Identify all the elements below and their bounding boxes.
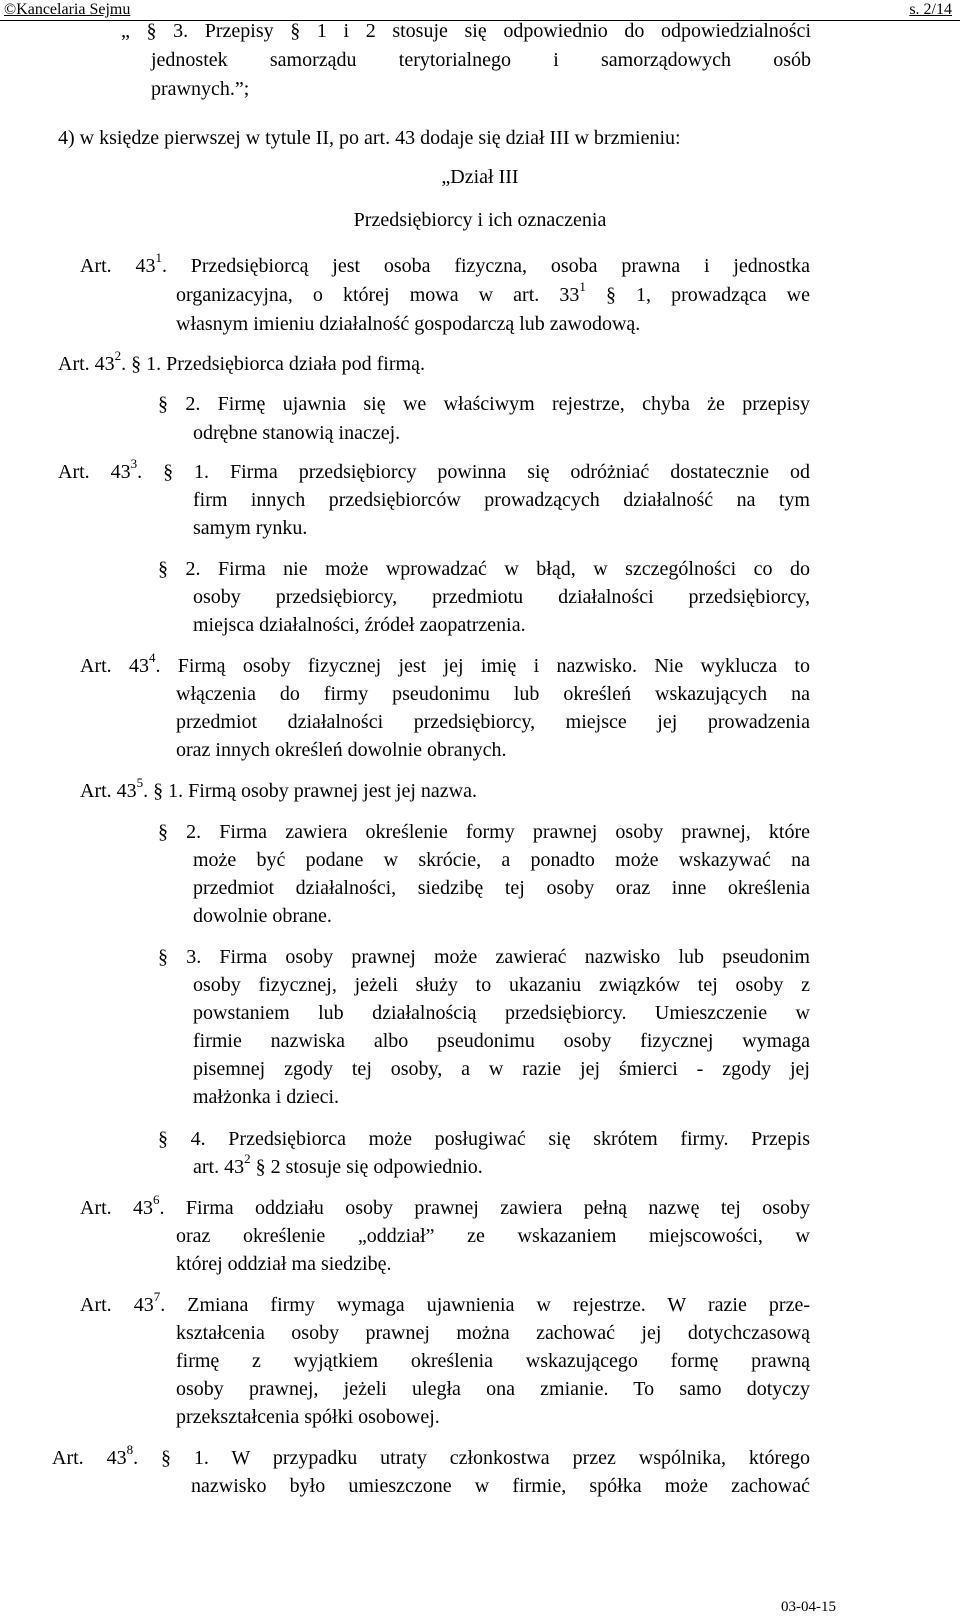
article-43-4: Art. $43^4$. Firmą osoby fizycznej jest jej imię i nazwisko. Nie wyklucza to bbox=[80, 650, 810, 677]
text-line: włączenia do firmy pseudonimu lub określeń wskazujących na bbox=[176, 683, 810, 705]
text-line: organizacyjna, o której mowa w art. $33^1$ § 1, prowadząca we bbox=[176, 279, 811, 306]
article-43-8: Art. $43^8$. § 1. W przypadku utraty członkostwa przez wspólnika, którego bbox=[52, 1442, 810, 1469]
text-line: jednostek samorządu terytorialnego i samorządowych osób bbox=[151, 49, 811, 71]
text-line: przekształcenia spółki osobowej. bbox=[176, 1406, 440, 1428]
header-page-number: s. 2/14 bbox=[909, 1, 952, 18]
text-line: firmę z wyjątkiem określenia wskazującego formę prawną bbox=[176, 1350, 810, 1372]
text-line: § 2. Firma zawiera określenie formy prawnej osoby prawnej, które bbox=[158, 821, 810, 843]
text-line: 4) w księdze pierwszej w tytule II, po art. 43 dodaje się dział III w brzmieniu: bbox=[58, 127, 681, 149]
article-43-3: Art. $43^3$. § 1. Firma przedsiębiorcy powinna się odróżniać dostatecznie od bbox=[58, 456, 810, 483]
text-line: samym rynku. bbox=[193, 517, 308, 539]
text-line: § 2. Firmę ujawnia się we właściwym rejestrze, chyba że przepisy bbox=[158, 393, 810, 415]
text-line: „ § 3. Przepisy § 1 i 2 stosuje się odpowiednio do odpowiedzialności bbox=[121, 20, 811, 42]
section-subheading: Przedsiębiorcy i ich oznaczenia bbox=[353, 209, 607, 231]
text-line: § 4. Przedsiębiorca może posługiwać się skrótem firmy. Przepis bbox=[158, 1128, 810, 1150]
text-line: firmie nazwiska albo pseudonimu osoby fizycznej wymaga bbox=[193, 1030, 810, 1052]
text-line: może być podane w skrócie, a ponadto może wskazywać na bbox=[193, 849, 810, 871]
text-line: dowolnie obrane. bbox=[193, 905, 332, 927]
text-line: oraz innych określeń dowolnie obranych. bbox=[176, 739, 507, 761]
text-line: powstaniem lub działalnością przedsiębiorcy. Umieszczenie w bbox=[193, 1002, 810, 1024]
text-line: osoby przedsiębiorcy, przedmiotu działalności przedsiębiorcy, bbox=[193, 586, 810, 608]
article-43-6: Art. $43^6$. Firma oddziału osoby prawnej zawiera pełną nazwę tej osoby bbox=[80, 1192, 810, 1219]
text-line: przedmiot działalności, siedzibę tej osoby oraz inne określenia bbox=[193, 877, 810, 899]
text-line: miejsca działalności, źródeł zaopatrzenia. bbox=[193, 614, 526, 636]
text-line: kształcenia osoby prawnej można zachować jej dotychczasową bbox=[176, 1322, 810, 1344]
text-line: osoby prawnej, jeżeli uległa ona zmianie. To samo dotyczy bbox=[176, 1378, 810, 1400]
text-line: której oddział ma siedzibę. bbox=[176, 1253, 392, 1275]
text-line: firm innych przedsiębiorców prowadzących działalność na tym bbox=[193, 489, 810, 511]
text-line: odrębne stanowią inaczej. bbox=[193, 422, 401, 444]
text-line: oraz określenie „oddział” ze wskazaniem miejscowości, w bbox=[176, 1225, 810, 1247]
text-line: nazwisko było umieszczone w firmie, spółka może zachować bbox=[191, 1475, 810, 1497]
text-line: osoby fizycznej, jeżeli służy to ukazaniu związków tej osoby z bbox=[193, 974, 810, 996]
article-43-7: Art. $43^7$. Zmiana firmy wymaga ujawnienia w rejestrze. W razie prze- bbox=[80, 1289, 810, 1316]
text-line: § 3. Firma osoby prawnej może zawierać nazwisko lub pseudonim bbox=[158, 946, 810, 968]
header-copyright: ©Kancelaria Sejmu bbox=[4, 1, 131, 18]
article-43-2: Art. $43^2$. § 1. Przedsiębiorca działa pod firmą. bbox=[58, 348, 425, 375]
text-line: pisemnej zgody tej osoby, a w razie jej śmierci - zgody jej bbox=[193, 1058, 810, 1080]
text-line: § 2. Firma nie może wprowadzać w błąd, w szczególności co do bbox=[158, 558, 810, 580]
text-line: własnym imieniu działalność gospodarczą lub zawodową. bbox=[176, 313, 641, 335]
text-line: małżonka i dzieci. bbox=[193, 1086, 340, 1108]
footer-date: 03-04-15 bbox=[781, 1599, 836, 1615]
article-43-5: Art. $43^5$. § 1. Firmą osoby prawnej jest jej nazwa. bbox=[80, 775, 477, 802]
section-heading: „Dział III bbox=[441, 166, 519, 188]
article-43-1: Art. $43^1$. Przedsiębiorcą jest osoba fizyczna, osoba prawna i jednostka bbox=[80, 250, 810, 277]
text-line: przedmiot działalności przedsiębiorcy, miejsce jej prowadzenia bbox=[176, 711, 810, 733]
text-line: art. $43^2$ § 2 stosuje się odpowiednio. bbox=[193, 1151, 483, 1178]
text-line: prawnych.”; bbox=[151, 78, 250, 100]
